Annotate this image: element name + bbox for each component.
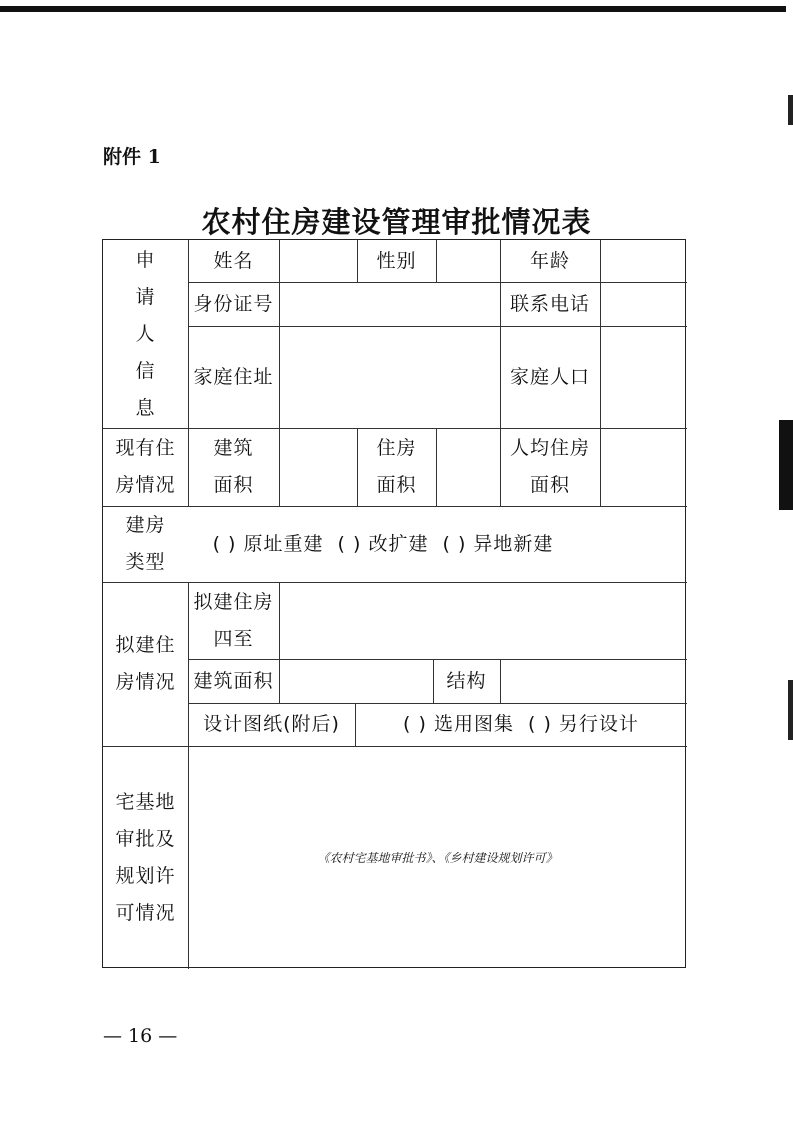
id-number-field[interactable]	[279, 282, 500, 326]
boundaries-field[interactable]	[279, 582, 687, 659]
planned-building-area-label: 建筑面积	[193, 669, 274, 692]
structure-label: 结构	[446, 669, 487, 692]
household-size-field[interactable]	[600, 326, 687, 428]
planned-building-area-field[interactable]	[279, 659, 433, 703]
building-type-options[interactable]: ( ) 原址重建 ( ) 改扩建 ( ) 异地新建	[212, 532, 554, 555]
homestead-note: 《农村宅基地审批书》、《乡村建设规划许可》	[317, 850, 558, 865]
building-area-label: 建筑 面积	[213, 437, 254, 496]
homestead-section-label: 宅基地 审批及 规划许 可情况	[115, 790, 176, 924]
address-label: 家庭住址	[193, 365, 274, 388]
scan-edge-mark	[779, 420, 793, 510]
household-size-label: 家庭人口	[509, 365, 590, 388]
age-field[interactable]	[600, 240, 687, 282]
id-number-label: 身份证号	[193, 292, 274, 315]
design-drawings-label: 设计图纸(附后)	[203, 713, 340, 735]
building-type-section-label: 建房 类型	[125, 514, 166, 573]
residential-area-label: 住房 面积	[376, 437, 417, 496]
top-border-rule	[0, 6, 786, 12]
planned-housing-section-label: 拟建住 房情况	[115, 634, 176, 693]
applicant-section-label: 申 请 人 信 息	[135, 248, 156, 419]
scan-edge-mark	[788, 95, 793, 125]
phone-label: 联系电话	[509, 292, 590, 315]
address-field[interactable]	[279, 326, 500, 428]
design-options[interactable]: ( ) 选用图集 ( ) 另行设计	[403, 713, 639, 735]
attachment-label: 附件 1	[103, 146, 161, 168]
boundaries-label: 拟建住房 四至	[193, 590, 274, 650]
gender-label: 性别	[376, 249, 417, 272]
page-number: — 16 —	[103, 1025, 178, 1047]
current-housing-section-label: 现有住 房情况	[115, 437, 176, 496]
name-label: 姓名	[213, 249, 254, 272]
per-capita-area-label: 人均住房 面积	[509, 437, 590, 496]
phone-field[interactable]	[600, 282, 687, 326]
structure-field[interactable]	[500, 659, 687, 703]
form-title: 农村住房建设管理审批情况表	[201, 205, 592, 239]
name-field[interactable]	[279, 240, 357, 282]
residential-area-field[interactable]	[436, 428, 500, 506]
building-area-field[interactable]	[279, 428, 357, 506]
age-label: 年龄	[529, 249, 570, 272]
scan-edge-mark	[788, 680, 793, 740]
gender-field[interactable]	[436, 240, 500, 282]
approval-form-table	[102, 239, 686, 968]
per-capita-area-field[interactable]	[600, 428, 687, 506]
